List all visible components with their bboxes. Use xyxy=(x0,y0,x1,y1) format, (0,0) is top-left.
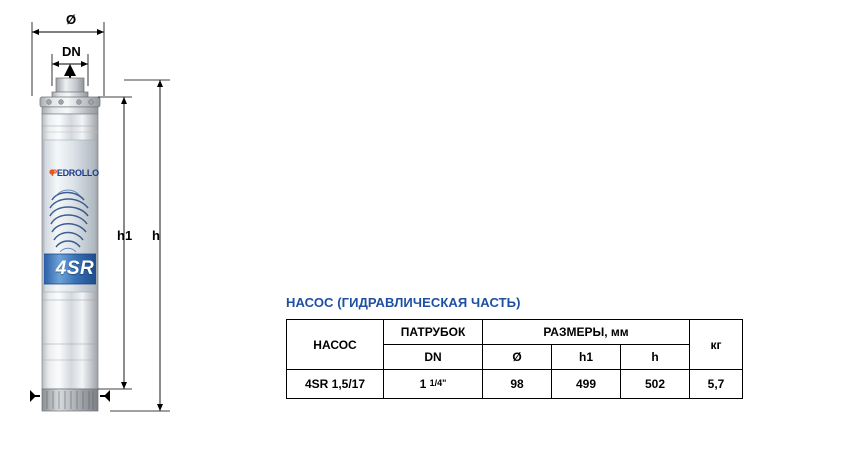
header-dimensions: РАЗМЕРЫ, мм xyxy=(483,320,690,345)
pump-brand-text: PEDROLLO xyxy=(51,168,99,178)
dimension-label-h1: h1 xyxy=(117,228,133,243)
dimension-label-h: h xyxy=(152,228,160,243)
cell-weight: 5,7 xyxy=(690,370,743,399)
cell-h: 502 xyxy=(621,370,690,399)
cell-dn-whole: 1 xyxy=(419,377,427,391)
cell-dn xyxy=(384,370,483,399)
spec-table-body xyxy=(287,370,743,399)
pump-model-label: 4SR xyxy=(55,258,95,279)
cell-h1: 499 xyxy=(552,370,621,399)
pump-technical-drawing xyxy=(0,0,280,457)
header-h: h xyxy=(621,345,690,370)
cell-pump-model: 4SR 1,5/17 xyxy=(287,370,384,399)
pump-spec-table xyxy=(286,319,743,399)
pump-spec-section xyxy=(286,295,816,399)
spec-table-title: НАСОС (ГИДРАВЛИЧЕСКАЯ ЧАСТЬ) xyxy=(286,295,521,310)
spec-table-header-row-1 xyxy=(287,320,743,345)
pump-brand-logo xyxy=(46,168,104,178)
cell-diameter: 98 xyxy=(483,370,552,399)
dimension-label-dn: DN xyxy=(62,44,81,59)
spec-table-head xyxy=(287,320,743,370)
header-h1: h1 xyxy=(552,345,621,370)
header-diameter: Ø xyxy=(483,345,552,370)
header-dn: DN xyxy=(384,345,483,370)
header-weight: кг xyxy=(690,320,743,370)
dimension-label-diameter: Ø xyxy=(66,12,77,27)
pump-drawing-svg xyxy=(0,0,280,457)
cell-dn-fraction: 1/4" xyxy=(429,378,447,388)
header-port: ПАТРУБОК xyxy=(384,320,483,345)
table-row xyxy=(287,370,743,399)
header-pump: НАСОС xyxy=(287,320,384,370)
